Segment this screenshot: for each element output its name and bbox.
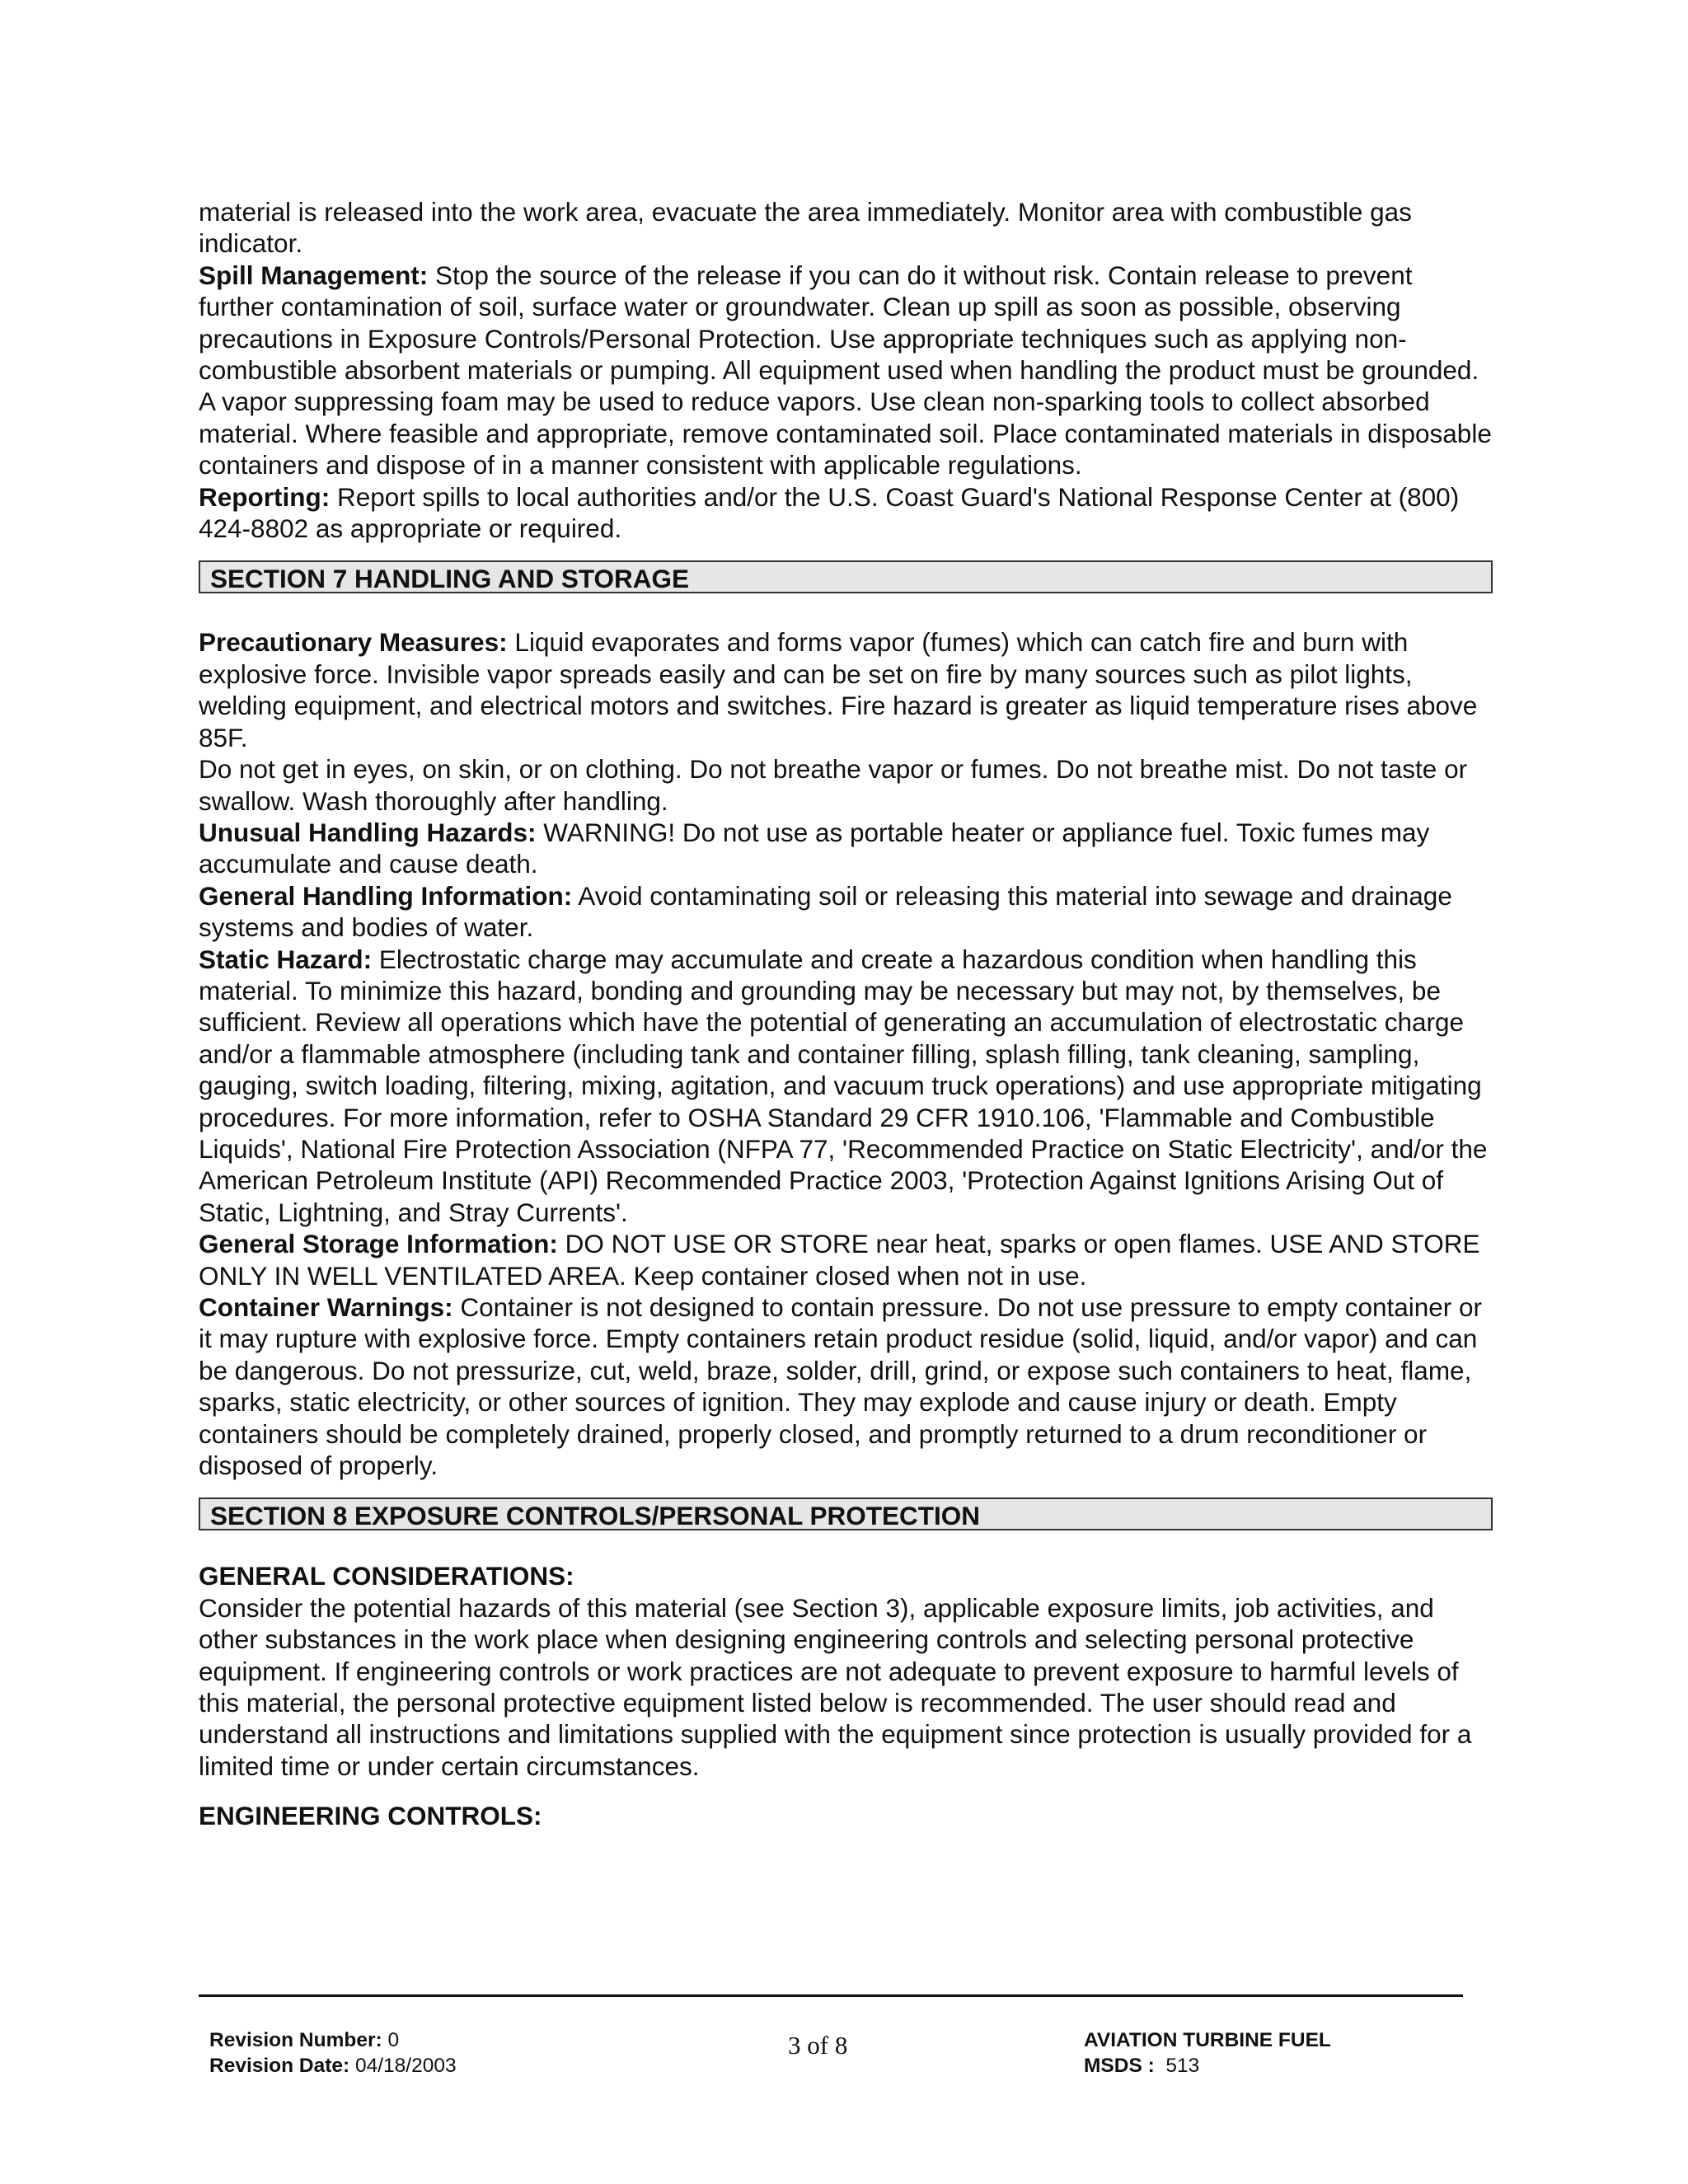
paragraph-general-storage xyxy=(199,1228,1493,1291)
general-storage-text: DO NOT USE OR STORE near heat, sparks or open flames. USE AND STORE ONLY IN WELL VENTILATED AREA. Keep container closed when not in use. xyxy=(199,1229,1480,1291)
section-8-header: SECTION 8 EXPOSURE CONTROLS/PERSONAL PROTECTION xyxy=(199,1497,1493,1530)
general-considerations-heading: GENERAL CONSIDERATIONS: xyxy=(199,1561,574,1591)
paragraph-unusual-handling xyxy=(199,817,1493,880)
footer-revision-info xyxy=(209,2027,457,2079)
paragraph-container-warnings xyxy=(199,1291,1493,1481)
revision-number-line xyxy=(209,2027,457,2053)
paragraph-reporting xyxy=(199,481,1493,545)
page-number: 3 of 8 xyxy=(788,2031,848,2060)
general-handling-text: Avoid contaminating soil or releasing this material into sewage and drainage systems and bodies of water. xyxy=(199,880,1452,943)
paragraph-do-not: Do not get in eyes, on skin, or on clothing. Do not breathe vapor or fumes. Do not breathe mist. Do not taste or swallow. Wash thoroughly after handling. xyxy=(199,754,1468,816)
static-hazard-text: Electrostatic charge may accumulate and create a hazardous condition when handling this material. To minimize this hazard, bonding and grounding may be necessary but may not, by themselves, be sufficient. Review all operations which have the potential of generating an accumulation of electrostatic charge and/or a flammable atmosphere (including tank and container filling, splash filling, tank cleaning, sampling, gauging, switch loading, filtering, mixing, agitation, and vacuum truck operations) and use appropriate mitigating procedures. For more information, refer to OSHA Standard 29 CFR 1910.106, 'Flammable and Combustible Liquids', National Fire Protection Association (NFPA 77, 'Recommended Practice on Static Electricity', and/or the American Petroleum Institute (API) Recommended Practice 2003, 'Protection Against Ignitions Arising Out of Static, Lightning, and Stray Currents'. xyxy=(199,944,1488,1227)
revision-date-label: Revision Date: xyxy=(209,2055,350,2077)
paragraph-general-handling xyxy=(199,880,1493,944)
container-warnings-text: Container is not designed to contain pressure. Do not use pressure to empty container or it may rupture with explosive force. Empty containers retain product residue (solid, liquid, and/or vapor) and can be dangerous. Do not pressurize, cut, weld, braze, solder, drill, grind, or expose such containers to heat, flame, sparks, static electricity, or other sources of ignition. They may explode and cause injury or death. Empty containers should be completely drained, properly closed, and promptly returned to a drum reconditioner or disposed of properly. xyxy=(199,1292,1483,1481)
engineering-controls-heading: ENGINEERING CONTROLS: xyxy=(199,1801,542,1831)
paragraph-spill-management xyxy=(199,260,1493,481)
spill-management-text: Stop the source of the release if you can do it without risk. Contain release to prevent further contamination of soil, surface water or groundwater. Clean up spill as soon as possible, observing precautions in Exposure Controls/Personal Protection. Use appropriate techniques such as applying non-combustible absorbent materials or pumping. All equipment used when handling the product must be grounded. A vapor suppressing foam may be used to reduce vapors. Use clean non-sparking tools to collect absorbed material. Where feasible and appropriate, remove contaminated soil. Place contaminated materials in disposable containers and dispose of in a manner consistent with applicable regulations. xyxy=(199,260,1492,480)
msds-number: 513 xyxy=(1154,2055,1200,2077)
section-7-header: SECTION 7 HANDLING AND STORAGE xyxy=(199,560,1493,593)
paragraph-static-hazard xyxy=(199,944,1493,1229)
reporting-label: Reporting: xyxy=(199,481,331,512)
footer-product-info xyxy=(1084,2027,1331,2079)
footer-divider xyxy=(199,1994,1463,1997)
paragraph-release: material is released into the work area, evacuate the area immediately. Monitor area with combustible gas indicator. xyxy=(199,197,1412,259)
revision-date-value: 04/18/2003 xyxy=(349,2055,457,2077)
paragraph-general-considerations: Consider the potential hazards of this material (see Section 3), applicable exposure limits, job activities, and other substances in the work place when designing engineering controls and selecting personal protective equipment. If engineering controls or work practices are not adequate to prevent exposure to harmful levels of this material, the personal protective equipment listed below is recommended. The user should read and understand all instructions and limitations supplied with the equipment since protection is usually provided for a limited time or under certain circumstances. xyxy=(199,1592,1472,1781)
reporting-text: Report spills to local authorities and/or the U.S. Coast Guard's National Response Center at (800) 424-8802 as appropriate or required. xyxy=(199,481,1460,544)
msds-line xyxy=(1084,2053,1331,2079)
revision-date-line xyxy=(209,2053,457,2079)
container-warnings-label: Container Warnings: xyxy=(199,1292,453,1322)
revision-number-label: Revision Number: xyxy=(209,2029,382,2051)
static-hazard-label: Static Hazard: xyxy=(199,944,373,974)
general-storage-label: General Storage Information: xyxy=(199,1229,558,1259)
paragraph-precautionary-measures xyxy=(199,626,1493,753)
document-body xyxy=(199,196,1493,1832)
product-name: AVIATION TURBINE FUEL xyxy=(1084,2029,1331,2051)
unusual-handling-label: Unusual Handling Hazards: xyxy=(199,817,537,847)
unusual-handling-text: WARNING! Do not use as portable heater or appliance fuel. Toxic fumes may accumulate and cause death. xyxy=(199,817,1430,879)
revision-number-value: 0 xyxy=(382,2029,400,2051)
general-handling-label: General Handling Information: xyxy=(199,880,573,911)
msds-label: MSDS : xyxy=(1084,2055,1155,2077)
precautionary-measures-text: Liquid evaporates and forms vapor (fumes) which can catch fire and burn with explosive force. Invisible vapor spreads easily and can be set on fire by many sources such as pilot lights, welding equipment, and electrical motors and switches. Fire hazard is greater as liquid temperature rises above 85F. xyxy=(199,627,1478,752)
precautionary-measures-label: Precautionary Measures: xyxy=(199,627,508,658)
spill-management-label: Spill Management: xyxy=(199,260,429,290)
